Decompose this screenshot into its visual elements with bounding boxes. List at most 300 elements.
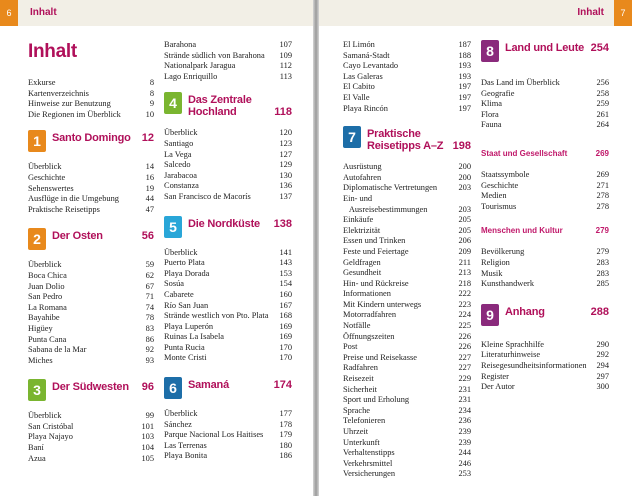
toc-entry-page: 225 — [458, 321, 471, 331]
toc-entry-page: 227 — [458, 352, 471, 362]
toc-entry — [343, 321, 471, 332]
toc-entry — [343, 416, 471, 427]
toc-entry-title: Register — [481, 371, 509, 381]
toc-entry-title: Baní — [28, 443, 44, 453]
toc-entry — [164, 150, 292, 161]
right-page-header — [319, 0, 632, 26]
toc-entry-title: Preise und Reisekasse — [343, 352, 417, 362]
chapter-badge: 2 — [28, 228, 46, 250]
toc-entry-page: 205 — [458, 225, 471, 235]
chapter-heading-6 — [164, 377, 292, 399]
toc-entry-title: Playa Dorada — [164, 268, 210, 278]
toc-entry-page: 227 — [458, 363, 471, 373]
toc-entry — [343, 236, 471, 247]
toc-entry-page: 168 — [279, 311, 292, 321]
toc-entry — [28, 78, 154, 89]
toc-entry — [343, 300, 471, 311]
toc-entry — [343, 469, 471, 480]
toc-entry-title: Geschichte — [28, 172, 66, 182]
toc-entry-page: 105 — [141, 453, 154, 463]
toc-entry-page: 261 — [596, 109, 609, 119]
toc-entry-page: 78 — [145, 313, 154, 323]
toc-entry-title: San Pedro — [28, 292, 63, 302]
toc-entry-page: 16 — [145, 172, 154, 182]
toc-entry-page: 93 — [145, 355, 154, 365]
toc-entry-title: Ausflüge in die Umgebung — [28, 194, 119, 204]
chapter-8-list — [481, 78, 609, 131]
chapter-heading-7 — [343, 126, 471, 152]
toc-entry — [343, 448, 471, 459]
toc-entry-page: 170 — [279, 342, 292, 352]
toc-entry — [164, 258, 292, 269]
toc-entry-page: 120 — [279, 128, 292, 138]
toc-entry-title: Musik — [481, 268, 503, 278]
toc-entry-title: Samaná-Stadt — [343, 50, 390, 60]
toc-entry-title: Ausreisebestimmungen — [343, 204, 428, 214]
toc-entry-page: 218 — [458, 278, 471, 288]
toc-entry-title: Öffnungszeiten — [343, 331, 395, 341]
toc-entry-title: Geografie — [481, 88, 515, 98]
toc-entry-title: La Romana — [28, 302, 67, 312]
toc-entry — [164, 160, 292, 171]
section-heading-menschen — [481, 226, 609, 235]
toc-entry — [481, 382, 609, 393]
toc-entry — [481, 202, 609, 213]
toc-entry — [481, 361, 609, 372]
toc-entry-title: Las Galeras — [343, 71, 383, 81]
toc-entry-title: Notfälle — [343, 321, 371, 331]
toc-entry-title: Cayo Levantado — [343, 61, 399, 71]
toc-entry-page: 197 — [458, 92, 471, 102]
toc-entry — [28, 110, 154, 121]
toc-entry-title: Jarabacoa — [164, 170, 198, 180]
toc-entry-page: 129 — [279, 160, 292, 170]
toc-entry — [343, 104, 471, 115]
toc-entry-page: 203 — [458, 183, 471, 193]
toc-entry — [164, 290, 292, 301]
toc-entry-title: Sabana de la Mar — [28, 345, 87, 355]
chapter-badge: 6 — [164, 377, 182, 399]
toc-entry-title: Bevölkerung — [481, 247, 525, 257]
chapter-page: 174 — [273, 379, 292, 392]
toc-entry — [343, 342, 471, 353]
toc-entry-page: 67 — [145, 281, 154, 291]
toc-entry-page: 177 — [279, 409, 292, 419]
chapter-badge: 4 — [164, 92, 182, 114]
toc-entry-title: Überblick — [28, 411, 62, 421]
toc-entry — [481, 89, 609, 100]
toc-entry-page: 59 — [145, 260, 154, 270]
toc-entry-title: Elektrizität — [343, 225, 381, 235]
toc-entry-page: 193 — [458, 61, 471, 71]
toc-entry-title: Überblick — [28, 260, 62, 270]
toc-entry-title: Verhaltenstipps — [343, 448, 395, 458]
chapter-page: 254 — [590, 42, 609, 54]
toc-entry-page: 130 — [279, 170, 292, 180]
toc-entry-title: Hinweise zur Benutzung — [28, 99, 111, 109]
toc-entry-page: 14 — [145, 162, 154, 172]
toc-entry — [28, 292, 154, 303]
toc-entry — [28, 356, 154, 367]
toc-entry — [481, 170, 609, 181]
toc-entry-page: 239 — [458, 437, 471, 447]
toc-entry-page: 300 — [596, 382, 609, 392]
toc-entry-title: Playa Bonita — [164, 451, 208, 461]
toc-entry-title: Hin- und Rückreise — [343, 278, 409, 288]
toc-entry-page: 224 — [458, 310, 471, 320]
toc-entry — [164, 279, 292, 290]
toc-entry-page: 283 — [596, 268, 609, 278]
toc-entry-title: Sport und Erholung — [343, 395, 410, 405]
chapter-badge: 8 — [481, 40, 499, 62]
toc-entry-page: 236 — [458, 416, 471, 426]
toc-entry — [343, 427, 471, 438]
chapter-badge: 7 — [343, 126, 361, 148]
toc-entry — [343, 459, 471, 470]
toc-entry-page: 180 — [279, 440, 292, 450]
chapter-page: 198 — [452, 140, 471, 153]
toc-entry — [164, 51, 292, 62]
toc-entry — [343, 183, 471, 194]
right-page-number: 7 — [614, 0, 632, 26]
toc-entry — [343, 395, 471, 406]
right-page — [319, 0, 632, 496]
toc-entry — [481, 78, 609, 89]
toc-entry-title: Las Terrenas — [164, 440, 207, 450]
toc-entry — [343, 194, 471, 205]
page-title: Inhalt — [28, 41, 77, 62]
toc-entry-page: 206 — [458, 236, 471, 246]
chapter-title: Anhang — [505, 305, 545, 318]
toc-entry-title: Religion — [481, 257, 510, 267]
toc-entry-page: 239 — [458, 427, 471, 436]
toc-entry — [28, 335, 154, 346]
toc-entry-title: Parque Nacional Los Haitises — [164, 430, 264, 440]
toc-entry-title: Río San Juan — [164, 300, 209, 310]
toc-entry — [164, 128, 292, 139]
toc-entry — [343, 385, 471, 396]
chapter-heading-9 — [481, 304, 609, 326]
toc-entry-title: Kunsthandwerk — [481, 279, 535, 289]
toc-entry-title: Fauna — [481, 120, 502, 130]
toc-entry-title: Informationen — [343, 289, 391, 299]
toc-entry-page: 137 — [279, 191, 292, 201]
toc-entry — [343, 247, 471, 258]
toc-entry-title: Staatssymbole — [481, 169, 530, 179]
toc-entry — [481, 279, 609, 290]
chapter-badge: 1 — [28, 130, 46, 152]
toc-entry-page: 109 — [279, 50, 292, 60]
chapter-title: Der Südwesten — [52, 381, 129, 394]
toc-entry-title: Strände südlich von Barahona — [164, 50, 265, 60]
toc-entry-title: Miches — [28, 355, 53, 365]
left-page-header — [0, 0, 313, 26]
toc-entry-page: 10 — [145, 109, 154, 119]
toc-entry-title: Playa Luperón — [164, 321, 214, 331]
toc-entry — [164, 322, 292, 333]
toc-entry — [28, 345, 154, 356]
toc-entry-page: 99 — [145, 411, 154, 421]
toc-entry-page: 104 — [141, 443, 154, 453]
chapter-title: Die Nordküste — [188, 217, 260, 230]
right-running-title: Inhalt — [577, 7, 604, 18]
toc-entry-page: 8 — [149, 78, 154, 87]
chapter-1-list — [28, 162, 154, 215]
toc-entry-title: Mit Kindern unterwegs — [343, 299, 422, 309]
toc-entry-title: Einkäufe — [343, 215, 374, 225]
toc-entry — [481, 120, 609, 131]
chapter-7-list — [343, 162, 471, 480]
toc-entry-title: Barahona — [164, 40, 197, 49]
toc-entry-page: 294 — [596, 360, 609, 370]
toc-entry-title: Strände westlich von Pto. Plata — [164, 311, 269, 321]
toc-entry — [481, 181, 609, 192]
toc-entry — [343, 332, 471, 343]
toc-entry-title: San Francisco de Macorís — [164, 191, 251, 201]
section-page: 279 — [595, 226, 609, 236]
toc-entry-title: Verkehrsmittel — [343, 458, 393, 468]
toc-entry — [164, 311, 292, 322]
toc-entry-title: Sehenswertes — [28, 183, 74, 193]
toc-entry — [343, 268, 471, 279]
toc-entry-title: Diplomatische Vertretungen — [343, 183, 438, 193]
toc-entry-page: 256 — [596, 78, 609, 87]
toc-entry-page: 127 — [279, 149, 292, 159]
toc-entry-page: 259 — [596, 99, 609, 109]
toc-entry-title: Überblick — [164, 409, 198, 419]
toc-entry-page: 222 — [458, 289, 471, 299]
toc-entry-title: Ausrüstung — [343, 162, 382, 172]
toc-entry-page: 231 — [458, 384, 471, 394]
toc-entry-title: Essen und Trinken — [343, 236, 406, 246]
toc-entry-page: 74 — [145, 302, 154, 312]
toc-entry — [164, 441, 292, 452]
toc-entry-title: Santiago — [164, 138, 194, 148]
toc-entry-page: 188 — [458, 50, 471, 60]
chapter-2-list — [28, 260, 154, 366]
toc-entry-title: Uhrzeit — [343, 427, 369, 436]
toc-entry-page: 213 — [458, 268, 471, 278]
toc-entry-title: Überblick — [28, 162, 62, 172]
toc-entry — [481, 110, 609, 121]
left-page — [0, 0, 313, 496]
toc-entry-title: Geldfragen — [343, 257, 381, 267]
toc-entry-page: 143 — [279, 258, 292, 268]
continued-list — [343, 40, 471, 114]
toc-entry-page: 83 — [145, 323, 154, 333]
right-column-1 — [343, 40, 471, 480]
toc-entry — [481, 269, 609, 280]
toc-entry — [164, 409, 292, 420]
toc-entry-title: Praktische Reisetipps — [28, 204, 100, 214]
toc-entry-title: Überblick — [164, 128, 198, 138]
toc-entry-page: 44 — [145, 194, 154, 204]
toc-entry-title: Reisegesundheitsinformationen — [481, 360, 587, 370]
toc-entry-title: Puerto Plata — [164, 258, 205, 268]
toc-entry — [28, 432, 154, 443]
toc-entry — [164, 61, 292, 72]
toc-entry-title: Literaturhinweise — [481, 350, 541, 360]
toc-entry — [164, 40, 292, 51]
toc-entry — [481, 247, 609, 258]
chapter-badge: 3 — [28, 379, 46, 401]
chapter-heading-2 — [28, 228, 154, 250]
toc-entry — [164, 451, 292, 462]
toc-entry-page: 271 — [596, 180, 609, 190]
toc-entry-page: 246 — [458, 458, 471, 468]
toc-entry-page: 253 — [458, 469, 471, 479]
toc-entry — [164, 269, 292, 280]
toc-entry-title: Kleine Sprachhilfe — [481, 339, 545, 349]
toc-entry — [28, 162, 154, 173]
toc-entry-page: 71 — [145, 292, 154, 302]
chapter-heading-8 — [481, 40, 609, 62]
toc-entry-title: Salcedo — [164, 160, 191, 170]
toc-entry-page: 223 — [458, 299, 471, 309]
toc-entry — [343, 374, 471, 385]
chapter-title: Santo Domingo — [52, 132, 131, 145]
toc-entry — [164, 353, 292, 364]
toc-entry-page: 231 — [458, 395, 471, 405]
toc-entry — [28, 422, 154, 433]
toc-entry-page: 292 — [596, 350, 609, 360]
toc-entry-page: 101 — [141, 421, 154, 431]
toc-entry-page: 197 — [458, 103, 471, 113]
toc-entry — [164, 343, 292, 354]
toc-entry-page: 264 — [596, 120, 609, 130]
toc-entry-page: 153 — [279, 268, 292, 278]
toc-entry-page: 234 — [458, 405, 471, 415]
toc-entry-title: El Limón — [343, 40, 375, 49]
toc-entry-page: 226 — [458, 331, 471, 341]
toc-entry-page: 269 — [596, 169, 609, 179]
toc-entry-title: Gesundheit — [343, 268, 382, 278]
toc-entry-page: 290 — [596, 339, 609, 349]
toc-entry — [28, 443, 154, 454]
toc-entry-title: San Cristóbal — [28, 421, 74, 431]
toc-entry — [343, 205, 471, 216]
toc-entry-page: 179 — [279, 430, 292, 440]
toc-entry-title: Sánchez — [164, 419, 192, 429]
chapter-9-list — [481, 340, 609, 393]
toc-entry-page: 160 — [279, 289, 292, 299]
toc-entry — [28, 184, 154, 195]
toc-entry-title: Sosúa — [164, 279, 185, 289]
toc-entry-title: Bayahibe — [28, 313, 60, 323]
toc-entry — [164, 430, 292, 441]
toc-entry — [28, 194, 154, 205]
toc-entry-page: 112 — [279, 61, 292, 71]
toc-entry — [28, 454, 154, 465]
toc-entry-title: La Vega — [164, 149, 192, 159]
chapter-title: Land und Leute — [505, 42, 585, 54]
toc-entry — [164, 181, 292, 192]
toc-entry-title: Autofahren — [343, 172, 382, 182]
toc-entry — [481, 191, 609, 202]
toc-entry — [343, 93, 471, 104]
toc-entry-page: 19 — [145, 183, 154, 193]
toc-entry — [343, 279, 471, 290]
chapter-heading-5 — [164, 216, 292, 238]
toc-entry-page: 200 — [458, 172, 471, 182]
section-heading-staat — [481, 149, 609, 158]
toc-entry-page: 92 — [145, 345, 154, 355]
toc-entry — [28, 173, 154, 184]
toc-entry-page: 209 — [458, 246, 471, 256]
toc-entry — [28, 324, 154, 335]
toc-entry-page: 197 — [458, 82, 471, 92]
toc-entry-page: 9 — [149, 99, 154, 109]
section-page: 269 — [595, 148, 609, 158]
chapter-5-list — [164, 248, 292, 365]
toc-entry — [343, 406, 471, 417]
toc-entry — [343, 226, 471, 237]
chapter-heading-4 — [164, 92, 292, 118]
toc-entry-page: 186 — [279, 451, 292, 461]
toc-entry — [164, 139, 292, 150]
toc-entry — [343, 162, 471, 173]
toc-entry-title: Punta Rucia — [164, 342, 205, 352]
toc-entry-page: 283 — [596, 257, 609, 267]
toc-entry — [343, 82, 471, 93]
toc-entry — [164, 72, 292, 83]
toc-entry-title: Die Regionen im Überblick — [28, 109, 121, 119]
chapter-title: Das Zentrale Hochland — [188, 94, 252, 119]
toc-entry-title: Azua — [28, 453, 46, 463]
toc-entry-title: Ruinas La Isabela — [164, 332, 224, 342]
right-column-2 — [481, 40, 609, 393]
section-staat-list — [481, 170, 609, 212]
toc-entry — [343, 289, 471, 300]
chapter-badge: 5 — [164, 216, 182, 238]
toc-entry — [343, 215, 471, 226]
toc-entry — [343, 72, 471, 83]
toc-entry-page: 136 — [279, 181, 292, 191]
chapter-badge: 9 — [481, 304, 499, 326]
toc-entry-title: Versicherungen — [343, 469, 396, 479]
toc-entry-page: 278 — [596, 191, 609, 201]
toc-entry-title: Das Land im Überblick — [481, 78, 560, 87]
chapter-title: Praktische Reisetipps A–Z — [367, 128, 444, 153]
toc-entry-title: Tourismus — [481, 201, 517, 211]
toc-entry — [164, 171, 292, 182]
toc-entry-page: 86 — [145, 334, 154, 344]
toc-entry — [28, 205, 154, 216]
toc-entry-page: 258 — [596, 88, 609, 98]
toc-entry-title: Radfahren — [343, 363, 378, 373]
toc-entry — [164, 301, 292, 312]
toc-entry-page: 107 — [279, 40, 292, 49]
toc-entry-title: Kartenverzeichnis — [28, 88, 89, 98]
toc-entry-title: Ein- und — [343, 193, 373, 203]
toc-entry-title: El Valle — [343, 92, 370, 102]
toc-entry-page: 154 — [279, 279, 292, 289]
chapter-page: 56 — [141, 230, 154, 243]
toc-entry — [343, 51, 471, 62]
toc-entry — [481, 99, 609, 110]
chapter-page: 288 — [590, 305, 609, 318]
toc-entry — [164, 332, 292, 343]
toc-entry-title: Constanza — [164, 181, 199, 191]
toc-entry — [343, 353, 471, 364]
toc-entry-title: Playa Najayo — [28, 432, 73, 442]
toc-entry-page: 203 — [458, 204, 471, 214]
toc-entry-title: Punta Cana — [28, 334, 67, 344]
toc-entry-title: Lago Enriquillo — [164, 71, 218, 81]
toc-entry — [28, 89, 154, 100]
toc-entry — [481, 340, 609, 351]
section-title: Menschen und Kultur — [481, 226, 563, 236]
